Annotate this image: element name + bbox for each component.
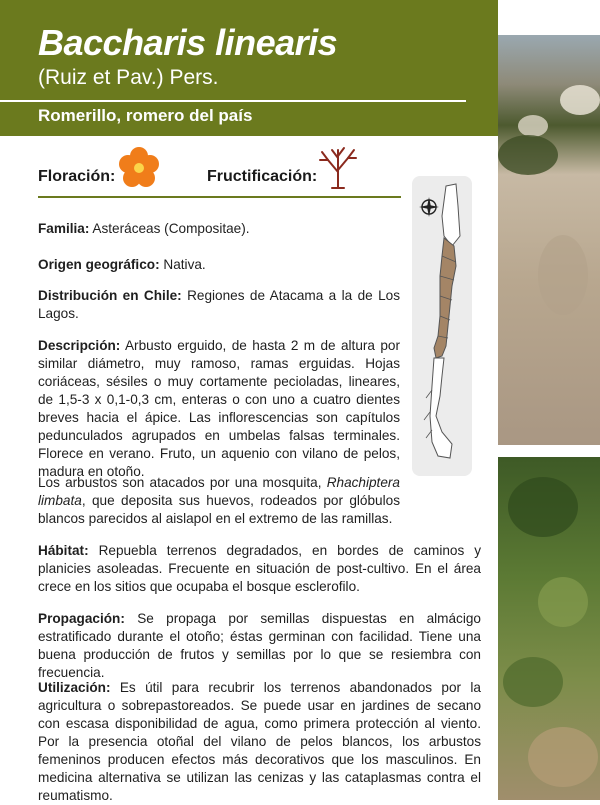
distribucion-text: Regiones de Atacama a la de Los Lagos. bbox=[38, 288, 400, 321]
author-citation: (Ruiz et Pav.) Pers. bbox=[38, 66, 219, 89]
descripcion-label: Descripción: bbox=[38, 338, 121, 353]
plaga-species: Rhachiptera limbata bbox=[38, 475, 400, 508]
habitat-photo bbox=[498, 35, 600, 445]
fruiting-label: Fructificación: bbox=[207, 168, 318, 185]
chile-map-icon bbox=[412, 176, 472, 476]
header-divider bbox=[0, 100, 466, 102]
origen-text: Nativa. bbox=[163, 257, 206, 272]
plaga-text-before: Los arbustos son atacados por una mosquita, bbox=[38, 475, 327, 490]
utilizacion-text: Es útil para recubrir los terrenos abandonados por la agricultura o sobrepastoreados. Se puede usar en jardines de secano con escasa disponibilidad de agua, como primera protección al viento. Por la presencia otoñal del vilano de pelos blancos, los arbustos femeninos producen efectos más decorativos que los masculinos. En medicina alternativa se utilizan las cenizas y las cataplasmas contra el reumatismo. bbox=[38, 680, 481, 803]
descripcion-section bbox=[38, 337, 400, 481]
closeup-photo bbox=[498, 457, 600, 800]
habitat-label: Hábitat: bbox=[38, 543, 89, 558]
origen-label: Origen geográfico: bbox=[38, 257, 160, 272]
distribucion-section bbox=[38, 287, 400, 323]
habitat-section bbox=[38, 542, 481, 596]
familia-text: Asteráceas (Compositae). bbox=[92, 221, 250, 236]
familia-section bbox=[38, 220, 400, 238]
utilizacion-label: Utilización: bbox=[38, 680, 111, 695]
scientific-name: Baccharis linearis bbox=[38, 22, 338, 63]
plaga-text-after: , que deposita sus huevos, rodeados por glóbulos blancos parecidos al aislapol en el extremo de las ramillas. bbox=[38, 493, 400, 526]
photo-gap bbox=[498, 445, 600, 457]
phenology-divider bbox=[38, 196, 401, 198]
propagacion-label: Propagación: bbox=[38, 611, 125, 626]
descripcion-text: Arbusto erguido, de hasta 2 m de altura por similar diámetro, muy ramoso, ramas erguidas. Hojas coriáceas, sésiles o muy cortamente pecioladas, lineares, de 1,5-3 x 0,1-0,3 cm, enteras o con uno a cuatro dientes breves hacia el ápice. Las inflorescencias son capítulos pedunculados agrupados en umbelas falsas terminales. Florece en verano. Fruto, un aquenio con vilano de pelos, madura en otoño. bbox=[38, 338, 401, 479]
plaga-section bbox=[38, 474, 400, 528]
orange-flower-icon bbox=[117, 146, 161, 190]
propagacion-text: Se propaga por semillas dispuestas en almácigo estratificado durante el otoño; éstas germinan con facilidad. Tiene una buena producción de frutos y semillas por lo que se resiembra con frecuencia. bbox=[38, 611, 481, 680]
distribucion-label: Distribución en Chile: bbox=[38, 288, 182, 303]
propagacion-section bbox=[38, 610, 481, 682]
habitat-text: Repuebla terrenos degradados, en bordes de caminos y planicies asoleadas. Frecuente en situación de post-cultivo. En el área crece en los sitios que ocupaba el bosque esclerofilo. bbox=[38, 543, 482, 594]
plant-photos bbox=[498, 0, 600, 800]
common-name: Romerillo, romero del país bbox=[38, 106, 253, 125]
utilizacion-section bbox=[38, 679, 481, 805]
species-header bbox=[0, 0, 498, 136]
familia-label: Familia: bbox=[38, 221, 90, 236]
bare-tree-icon bbox=[316, 144, 360, 190]
origen-section bbox=[38, 256, 400, 274]
flowering-label: Floración: bbox=[38, 168, 116, 185]
